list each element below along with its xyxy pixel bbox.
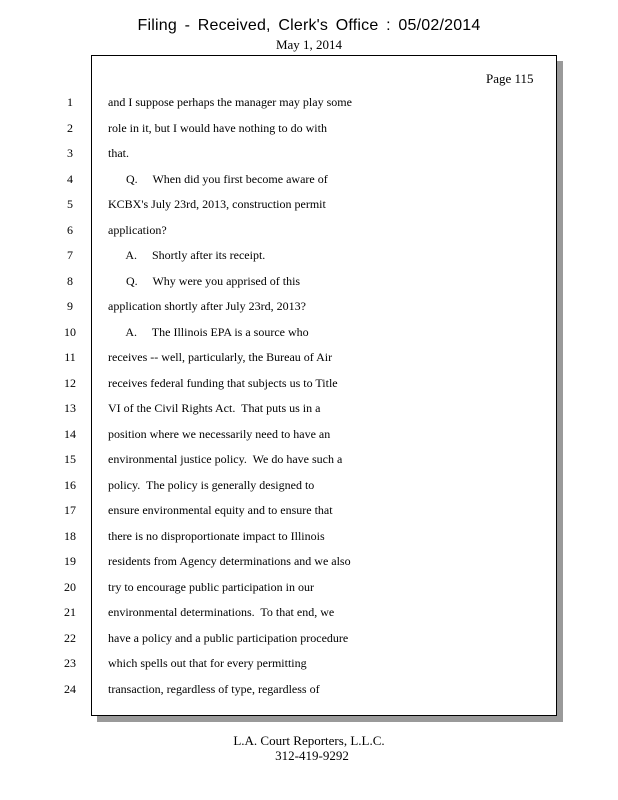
transcript-line: environmental determinations. To that end, we	[108, 605, 335, 619]
transcript-line: receives -- well, particularly, the Bureau of Air	[108, 350, 333, 364]
line-number: 11	[64, 350, 76, 364]
transcript-line: VI of the Civil Rights Act. That puts us in a	[108, 401, 321, 415]
transcript-line: position where we necessarily need to have an	[108, 427, 331, 441]
line-number: 13	[64, 401, 76, 415]
transcript-line: role in it, but I would have nothing to do with	[108, 121, 327, 135]
transcript-line: A. Shortly after its receipt.	[108, 248, 266, 262]
line-number: 17	[64, 503, 76, 517]
line-number: 15	[64, 452, 76, 466]
transcript-line: receives federal funding that subjects us to Title	[108, 376, 338, 390]
transcript-line: ensure environmental equity and to ensure that	[108, 503, 333, 517]
court-reporter-phone: 312-419-9292	[275, 748, 349, 763]
court-reporter-name: L.A. Court Reporters, L.L.C.	[233, 733, 385, 748]
line-number: 6	[67, 223, 73, 237]
transcript-line: environmental justice policy. We do have such a	[108, 452, 343, 466]
transcript-line: there is no disproportionate impact to Illinois	[108, 529, 325, 543]
filing-stamp: Filing - Received, Clerk's Office : 05/02/2014	[137, 17, 481, 34]
page-number: Page 115	[486, 71, 534, 86]
line-number: 3	[67, 146, 73, 160]
transcript-line: try to encourage public participation in our	[108, 580, 314, 594]
line-number: 4	[67, 172, 73, 186]
line-number: 24	[64, 682, 76, 696]
line-number: 20	[64, 580, 76, 594]
line-number: 21	[64, 605, 76, 619]
transcript-line: application?	[108, 223, 167, 237]
transcript-line: which spells out that for every permitting	[108, 656, 307, 670]
line-number: 22	[64, 631, 76, 645]
transcript-line: Q. Why were you apprised of this	[108, 274, 301, 288]
transcript-line: residents from Agency determinations and we also	[108, 554, 351, 568]
line-number: 18	[64, 529, 76, 543]
transcript-line: and I suppose perhaps the manager may play some	[108, 95, 352, 109]
line-number: 19	[64, 554, 76, 568]
line-number: 10	[64, 325, 76, 339]
transcript-line: have a policy and a public participation procedure	[108, 631, 349, 645]
transcript-line: KCBX's July 23rd, 2013, construction permit	[108, 197, 326, 211]
transcript-line: transaction, regardless of type, regardless of	[108, 682, 320, 696]
line-number: 16	[64, 478, 76, 492]
line-number: 8	[67, 274, 73, 288]
line-number: 5	[67, 197, 73, 211]
line-number: 14	[64, 427, 76, 441]
line-number: 12	[64, 376, 76, 390]
transcript-line: Q. When did you first become aware of	[108, 172, 328, 186]
line-number: 1	[67, 95, 73, 109]
line-number: 23	[64, 656, 76, 670]
line-number: 2	[67, 121, 73, 135]
transcript-line: application shortly after July 23rd, 2013?	[108, 299, 306, 313]
transcript-line: policy. The policy is generally designed to	[108, 478, 315, 492]
transcript-line: A. The Illinois EPA is a source who	[108, 325, 309, 339]
hearing-date: May 1, 2014	[275, 37, 343, 52]
line-number: 7	[67, 248, 73, 262]
line-number: 9	[67, 299, 73, 313]
transcript-line: that.	[108, 146, 129, 160]
